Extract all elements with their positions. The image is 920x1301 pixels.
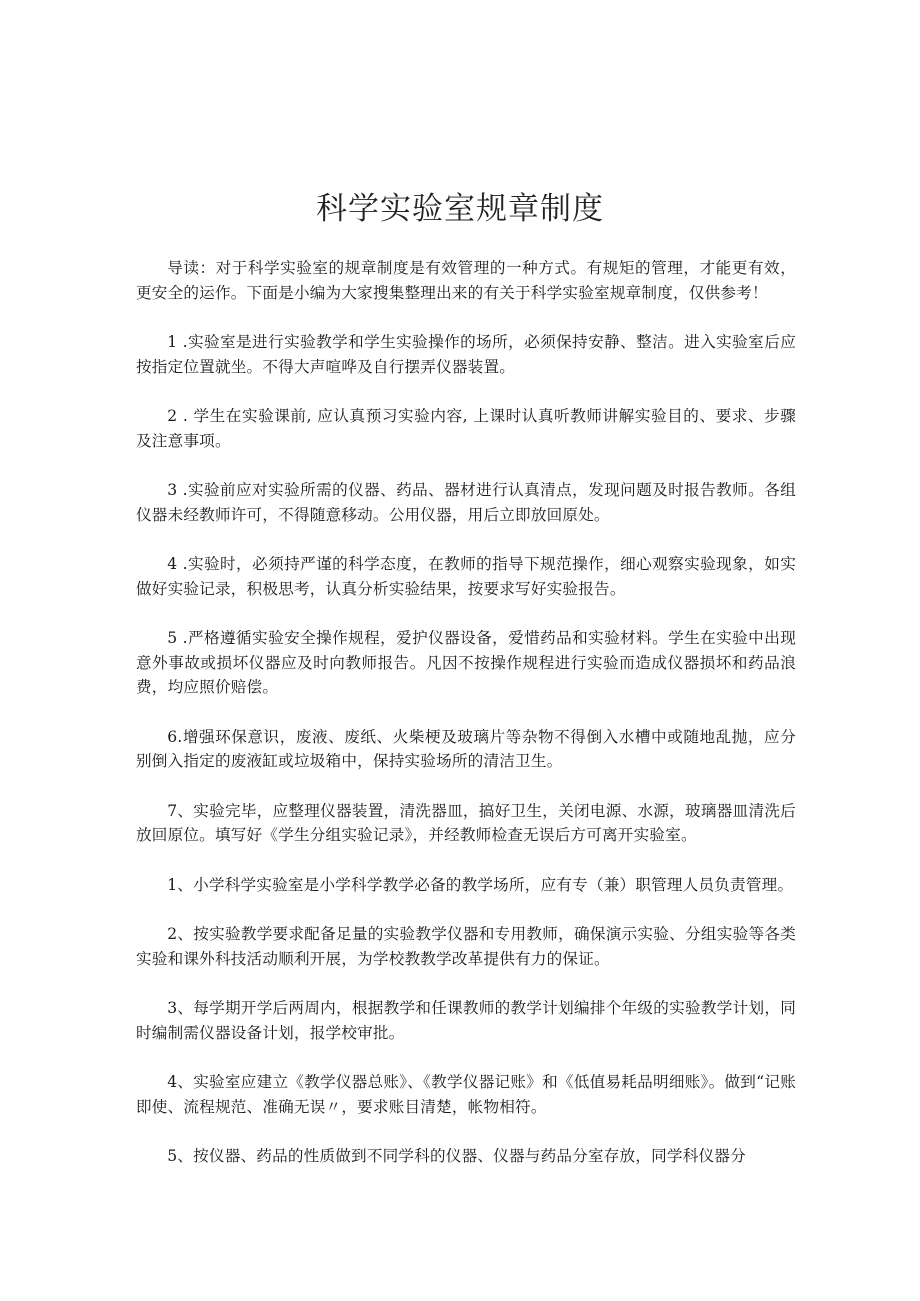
- management-paragraph-1: 1、小学科学实验室是小学科学教学必备的教学场所，应有专（兼）职管理人员负责管理。: [167, 875, 794, 894]
- intro-paragraph: 导读：对于科学实验室的规章制度是有效管理的一种方式。有规矩的管理，才能更有效，更安全的运作。下面是小编为大家搜集整理出来的有关于科学实验室规章制度，仅供参考！: [136, 259, 796, 302]
- rule-paragraph-1: 1 .实验室是进行实验教学和学生实验操作的场所，必须保持安静、整洁。进入实验室后应按指定位置就坐。不得大声喧哗及自行摆弄仪器装置。: [136, 333, 796, 376]
- management-paragraph-4: 4、实验室应建立《教学仪器总账》、《教学仪器记账》和《低值易耗品明细账》。做到“记账即使、流程规范、准确无误〃，要求账目清楚，帐物相符。: [136, 1073, 796, 1116]
- rule-paragraph-2: 2 . 学生在实验课前, 应认真预习实验内容, 上课时认真听教师讲解实验目的、要求、步骤及注意事项。: [136, 407, 796, 450]
- management-paragraph-5: 5、按仪器、药品的性质做到不同学科的仪器、仪器与药品分室存放，同学科仪器分: [167, 1147, 746, 1165]
- rule-paragraph-4: 4 .实验时，必须持严谨的科学态度，在教师的指导下规范操作，细心观察实验现象，如实做好实验记录，积极思考，认真分析实验结果，按要求写好实验报告。: [136, 555, 796, 598]
- rule-paragraph-3: 3 .实验前应对实验所需的仪器、药品、器材进行认真清点，发现问题及时报告教师。各组仪器未经教师许可，不得随意移动。公用仪器，用后立即放回原处。: [136, 481, 796, 524]
- rule-paragraph-5: 5 .严格遵循实验安全操作规程，爱护仪器设备，爱惜药品和实验材料。学生在实验中出现意外事故或损坏仪器应及时向教师报告。凡因不按操作规程进行实验而造成仪器损坏和药品浪费，均应照价赔偿。: [136, 629, 796, 696]
- management-paragraph-3: 3、每学期开学后两周内，根据教学和任课教师的教学计划编排个年级的实验教学计划，同时编制需仪器设备计划，报学校审批。: [136, 999, 796, 1042]
- document-body: [136, 256, 796, 1194]
- rule-paragraph-7: 7、实验完毕，应整理仪器装置，清洗器皿，搞好卫生，关闭电源、水源，玻璃器皿清洗后放回原位。填写好《学生分组实验记录》，并经教师检查无误后方可离开实验室。: [136, 801, 796, 844]
- management-paragraph-2: 2、按实验教学要求配备足量的实验教学仪器和专用教师，确保演示实验、分组实验等各类实验和课外科技活动顺利开展，为学校教教学改革提供有力的保证。: [136, 925, 796, 968]
- document-title: 科学实验室规章制度: [316, 191, 604, 227]
- rule-paragraph-6: 6.增强环保意识，废液、废纸、火柴梗及玻璃片等杂物不得倒入水槽中或随地乱抛，应分别倒入指定的废液缸或垃圾箱中，保持实验场所的清洁卫生。: [136, 727, 796, 770]
